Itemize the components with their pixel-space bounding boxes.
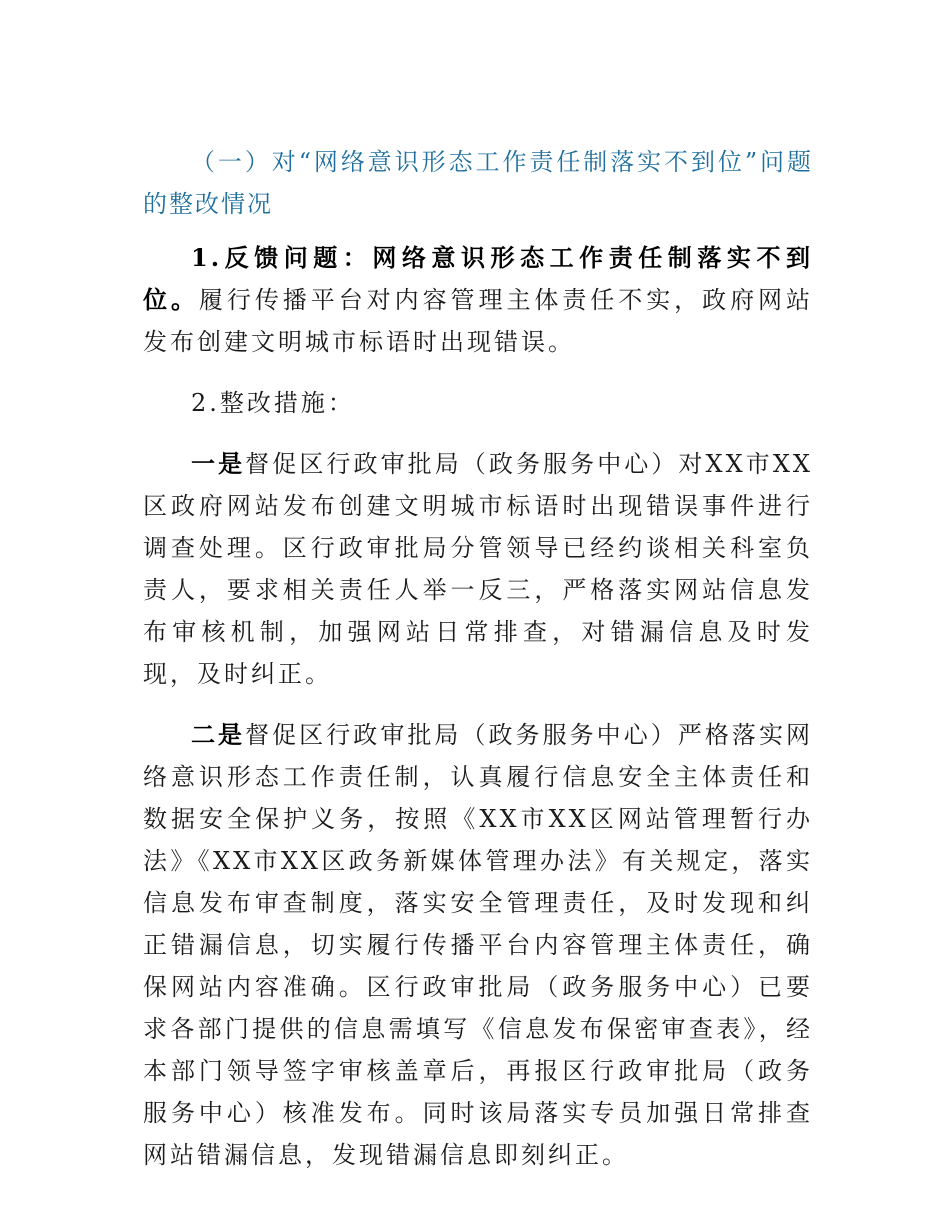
problem-description: 履行传播平台对内容管理主体责任不实，政府网站发布创建文明城市标语时出现错误。 xyxy=(143,286,814,356)
problem-paragraph xyxy=(143,237,813,363)
measure-2-paragraph xyxy=(143,714,813,1176)
document-body xyxy=(143,141,813,1195)
measure-1-text: 督促区行政审批局（政务服务中心）对XX市XX区政府网站发布创建文明城市标语时出现错误事件进行调查处理。区行政审批局分管领导已经约谈相关科室负责人，要求相关责任人举一反三，严格落实网站信息发布审核机制，加强网站日常排查，对错漏信息及时发现，及时纠正。 xyxy=(143,450,814,688)
measure-2-lead: 二是 xyxy=(191,720,246,749)
measure-2-text: 督促区行政审批局（政务服务中心）严格落实网络意识形态工作责任制，认真履行信息安全主体责任和数据安全保护义务，按照《XX市XX区网站管理暂行办法》《XX市XX区政务新媒体管理办法》有关规定，落实信息发布审查制度，落实安全管理责任，及时发现和纠正错漏信息，切实履行传播平台内容管理主体责任，确保网站内容准确。区行政审批局（政务服务中心）已要求各部门提供的信息需填写《信息发布保密审查表》，经本部门领导签字审核盖章后，再报区行政审批局（政务服务中心）核准发布。同时该局落实专员加强日常排查网站错漏信息，发现错漏信息即刻纠正。 xyxy=(143,721,814,1169)
measure-1-paragraph xyxy=(143,443,813,695)
section-heading: （一）对“网络意识形态工作责任制落实不到位”问题的整改情况 xyxy=(143,148,813,218)
measure-1-lead: 一是 xyxy=(191,449,246,478)
measures-label: 2.整改措施： xyxy=(191,389,355,417)
problem-title: 1.反馈问题：网络意识形态工作责任制落实不到位。 xyxy=(143,243,813,314)
